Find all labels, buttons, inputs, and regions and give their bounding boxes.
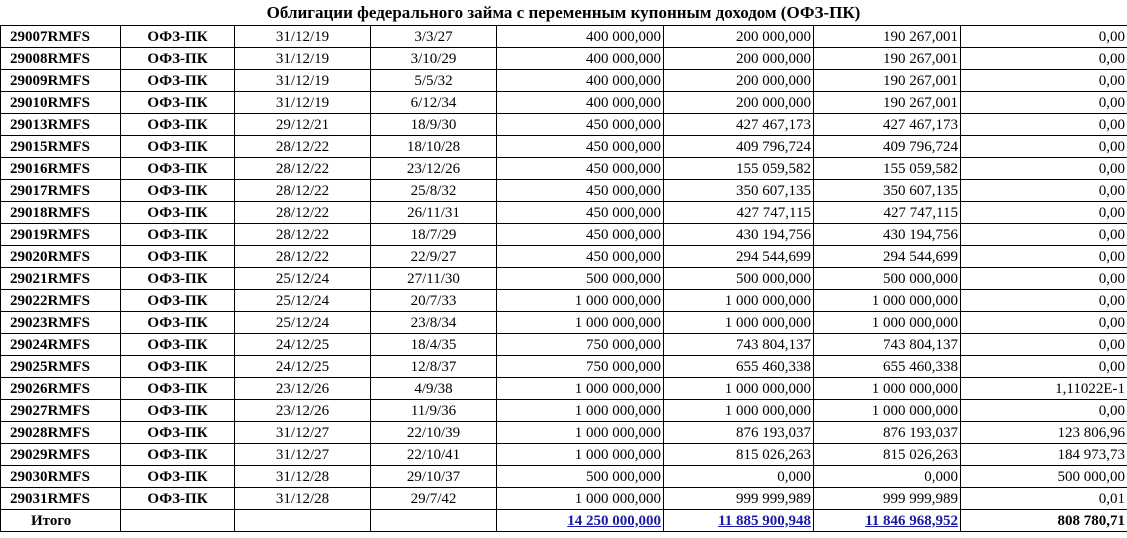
amount-c4: 0,00	[961, 70, 1127, 92]
bond-type: ОФЗ-ПК	[121, 48, 235, 70]
total-empty-cell	[371, 510, 497, 532]
issue-date: 24/12/25	[235, 334, 371, 356]
amount-c4: 500 000,00	[961, 466, 1127, 488]
bond-type: ОФЗ-ПК	[121, 114, 235, 136]
amount-c2: 200 000,000	[664, 26, 814, 48]
amount-c2: 1 000 000,000	[664, 378, 814, 400]
bond-code: 29009RMFS	[1, 70, 121, 92]
table-row	[1, 70, 1127, 92]
amount-c1: 1 000 000,000	[497, 444, 664, 466]
bond-type: ОФЗ-ПК	[121, 70, 235, 92]
table-row	[1, 136, 1127, 158]
table-row	[1, 202, 1127, 224]
amount-c3: 1 000 000,000	[814, 378, 961, 400]
table-row	[1, 312, 1127, 334]
amount-c3: 0,000	[814, 466, 961, 488]
table-row	[1, 290, 1127, 312]
amount-c1: 1 000 000,000	[497, 488, 664, 510]
total-cell-c3	[814, 510, 961, 532]
amount-c1: 1 000 000,000	[497, 290, 664, 312]
amount-c2: 1 000 000,000	[664, 400, 814, 422]
total-empty-cell	[235, 510, 371, 532]
amount-c3: 409 796,724	[814, 136, 961, 158]
maturity-date: 18/10/28	[371, 136, 497, 158]
amount-c2: 876 193,037	[664, 422, 814, 444]
bond-code: 29016RMFS	[1, 158, 121, 180]
maturity-date: 3/3/27	[371, 26, 497, 48]
amount-c3: 1 000 000,000	[814, 312, 961, 334]
amount-c3: 999 999,989	[814, 488, 961, 510]
issue-date: 31/12/28	[235, 488, 371, 510]
amount-c2: 815 026,263	[664, 444, 814, 466]
total-empty-cell	[121, 510, 235, 532]
amount-c1: 750 000,000	[497, 356, 664, 378]
amount-c1: 1 000 000,000	[497, 378, 664, 400]
table-row	[1, 356, 1127, 378]
issue-date: 31/12/28	[235, 466, 371, 488]
amount-c1: 450 000,000	[497, 136, 664, 158]
amount-c4: 0,00	[961, 92, 1127, 114]
amount-c1: 500 000,000	[497, 268, 664, 290]
bond-code: 29013RMFS	[1, 114, 121, 136]
bond-type: ОФЗ-ПК	[121, 246, 235, 268]
amount-c1: 500 000,000	[497, 466, 664, 488]
maturity-date: 11/9/36	[371, 400, 497, 422]
amount-c4: 0,00	[961, 356, 1127, 378]
bond-code: 29029RMFS	[1, 444, 121, 466]
maturity-date: 27/11/30	[371, 268, 497, 290]
issue-date: 25/12/24	[235, 290, 371, 312]
bond-code: 29007RMFS	[1, 26, 121, 48]
bond-type: ОФЗ-ПК	[121, 268, 235, 290]
amount-c2: 409 796,724	[664, 136, 814, 158]
issue-date: 28/12/22	[235, 202, 371, 224]
bond-type: ОФЗ-ПК	[121, 356, 235, 378]
amount-c2: 0,000	[664, 466, 814, 488]
amount-c3: 427 467,173	[814, 114, 961, 136]
table-row	[1, 334, 1127, 356]
amount-c4: 0,00	[961, 312, 1127, 334]
bond-code: 29021RMFS	[1, 268, 121, 290]
table-row	[1, 114, 1127, 136]
amount-c1: 450 000,000	[497, 224, 664, 246]
amount-c4: 0,00	[961, 180, 1127, 202]
amount-c1: 450 000,000	[497, 158, 664, 180]
bond-code: 29025RMFS	[1, 356, 121, 378]
table-row	[1, 488, 1127, 510]
bond-code: 29026RMFS	[1, 378, 121, 400]
issue-date: 25/12/24	[235, 312, 371, 334]
table-body	[1, 26, 1127, 510]
amount-c3: 190 267,001	[814, 70, 961, 92]
bond-code: 29024RMFS	[1, 334, 121, 356]
issue-date: 31/12/19	[235, 70, 371, 92]
bond-type: ОФЗ-ПК	[121, 180, 235, 202]
bond-code: 29008RMFS	[1, 48, 121, 70]
amount-c3: 815 026,263	[814, 444, 961, 466]
amount-c2: 427 467,173	[664, 114, 814, 136]
table-row	[1, 48, 1127, 70]
bond-type: ОФЗ-ПК	[121, 290, 235, 312]
issue-date: 28/12/22	[235, 246, 371, 268]
maturity-date: 18/4/35	[371, 334, 497, 356]
bond-type: ОФЗ-ПК	[121, 312, 235, 334]
amount-c3: 190 267,001	[814, 92, 961, 114]
amount-c4: 123 806,96	[961, 422, 1127, 444]
bond-type: ОФЗ-ПК	[121, 92, 235, 114]
maturity-date: 23/12/26	[371, 158, 497, 180]
maturity-date: 6/12/34	[371, 92, 497, 114]
total-c2-link[interactable]: 11 885 900,948	[718, 512, 811, 529]
bond-type: ОФЗ-ПК	[121, 378, 235, 400]
table-row	[1, 224, 1127, 246]
amount-c3: 876 193,037	[814, 422, 961, 444]
amount-c3: 190 267,001	[814, 48, 961, 70]
bond-code: 29023RMFS	[1, 312, 121, 334]
amount-c1: 450 000,000	[497, 114, 664, 136]
amount-c2: 294 544,699	[664, 246, 814, 268]
amount-c1: 450 000,000	[497, 246, 664, 268]
bond-type: ОФЗ-ПК	[121, 224, 235, 246]
amount-c4: 0,00	[961, 400, 1127, 422]
bond-type: ОФЗ-ПК	[121, 400, 235, 422]
amount-c3: 1 000 000,000	[814, 290, 961, 312]
amount-c1: 450 000,000	[497, 180, 664, 202]
maturity-date: 3/10/29	[371, 48, 497, 70]
table-row	[1, 444, 1127, 466]
table-row	[1, 378, 1127, 400]
amount-c4: 0,01	[961, 488, 1127, 510]
amount-c3: 190 267,001	[814, 26, 961, 48]
amount-c3: 500 000,000	[814, 268, 961, 290]
maturity-date: 12/8/37	[371, 356, 497, 378]
maturity-date: 22/10/39	[371, 422, 497, 444]
bond-type: ОФЗ-ПК	[121, 158, 235, 180]
issue-date: 24/12/25	[235, 356, 371, 378]
amount-c1: 1 000 000,000	[497, 400, 664, 422]
issue-date: 23/12/26	[235, 400, 371, 422]
amount-c4: 0,00	[961, 202, 1127, 224]
amount-c3: 350 607,135	[814, 180, 961, 202]
amount-c2: 200 000,000	[664, 92, 814, 114]
maturity-date: 4/9/38	[371, 378, 497, 400]
amount-c4: 0,00	[961, 48, 1127, 70]
amount-c4: 0,00	[961, 158, 1127, 180]
amount-c1: 1 000 000,000	[497, 312, 664, 334]
bonds-table	[0, 25, 1127, 532]
amount-c1: 400 000,000	[497, 92, 664, 114]
amount-c4: 0,00	[961, 136, 1127, 158]
bond-code: 29010RMFS	[1, 92, 121, 114]
issue-date: 31/12/19	[235, 92, 371, 114]
maturity-date: 22/9/27	[371, 246, 497, 268]
amount-c1: 400 000,000	[497, 26, 664, 48]
bond-code: 29015RMFS	[1, 136, 121, 158]
total-c1-link[interactable]: 14 250 000,000	[567, 512, 661, 529]
amount-c4: 0,00	[961, 246, 1127, 268]
bond-code: 29030RMFS	[1, 466, 121, 488]
issue-date: 31/12/27	[235, 444, 371, 466]
bond-code: 29031RMFS	[1, 488, 121, 510]
amount-c3: 655 460,338	[814, 356, 961, 378]
issue-date: 31/12/19	[235, 26, 371, 48]
amount-c3: 1 000 000,000	[814, 400, 961, 422]
table-row	[1, 26, 1127, 48]
issue-date: 28/12/22	[235, 136, 371, 158]
table-row	[1, 400, 1127, 422]
amount-c2: 655 460,338	[664, 356, 814, 378]
amount-c3: 294 544,699	[814, 246, 961, 268]
table-row	[1, 422, 1127, 444]
amount-c4: 184 973,73	[961, 444, 1127, 466]
issue-date: 28/12/22	[235, 158, 371, 180]
bond-code: 29019RMFS	[1, 224, 121, 246]
issue-date: 31/12/27	[235, 422, 371, 444]
total-c4: 808 780,71	[961, 510, 1127, 532]
bond-type: ОФЗ-ПК	[121, 466, 235, 488]
bond-type: ОФЗ-ПК	[121, 334, 235, 356]
bond-code: 29022RMFS	[1, 290, 121, 312]
maturity-date: 23/8/34	[371, 312, 497, 334]
amount-c2: 999 999,989	[664, 488, 814, 510]
amount-c1: 400 000,000	[497, 70, 664, 92]
amount-c3: 430 194,756	[814, 224, 961, 246]
table-row	[1, 158, 1127, 180]
amount-c2: 430 194,756	[664, 224, 814, 246]
amount-c4: 0,00	[961, 224, 1127, 246]
amount-c4: 0,00	[961, 26, 1127, 48]
amount-c3: 427 747,115	[814, 202, 961, 224]
amount-c1: 450 000,000	[497, 202, 664, 224]
bond-code: 29020RMFS	[1, 246, 121, 268]
bond-type: ОФЗ-ПК	[121, 488, 235, 510]
maturity-date: 25/8/32	[371, 180, 497, 202]
amount-c2: 155 059,582	[664, 158, 814, 180]
bond-code: 29027RMFS	[1, 400, 121, 422]
issue-date: 28/12/22	[235, 180, 371, 202]
amount-c2: 350 607,135	[664, 180, 814, 202]
amount-c4: 0,00	[961, 268, 1127, 290]
table-row	[1, 246, 1127, 268]
maturity-date: 22/10/41	[371, 444, 497, 466]
maturity-date: 29/10/37	[371, 466, 497, 488]
bond-type: ОФЗ-ПК	[121, 422, 235, 444]
bond-code: 29017RMFS	[1, 180, 121, 202]
table-row	[1, 466, 1127, 488]
amount-c2: 200 000,000	[664, 48, 814, 70]
amount-c2: 200 000,000	[664, 70, 814, 92]
amount-c4: 0,00	[961, 290, 1127, 312]
amount-c1: 1 000 000,000	[497, 422, 664, 444]
issue-date: 29/12/21	[235, 114, 371, 136]
table-row	[1, 268, 1127, 290]
amount-c1: 750 000,000	[497, 334, 664, 356]
issue-date: 31/12/19	[235, 48, 371, 70]
maturity-date: 18/9/30	[371, 114, 497, 136]
total-cell-c1	[497, 510, 664, 532]
bond-type: ОФЗ-ПК	[121, 202, 235, 224]
amount-c2: 500 000,000	[664, 268, 814, 290]
table-title: Облигации федерального займа с переменным купонным доходом (ОФЗ-ПК)	[266, 3, 861, 22]
table-row	[1, 92, 1127, 114]
amount-c2: 1 000 000,000	[664, 290, 814, 312]
maturity-date: 26/11/31	[371, 202, 497, 224]
bond-type: ОФЗ-ПК	[121, 136, 235, 158]
issue-date: 23/12/26	[235, 378, 371, 400]
table-row	[1, 180, 1127, 202]
total-c3-link[interactable]: 11 846 968,952	[865, 512, 958, 529]
amount-c2: 743 804,137	[664, 334, 814, 356]
amount-c1: 400 000,000	[497, 48, 664, 70]
amount-c3: 743 804,137	[814, 334, 961, 356]
bond-type: ОФЗ-ПК	[121, 26, 235, 48]
maturity-date: 5/5/32	[371, 70, 497, 92]
amount-c4: 0,00	[961, 114, 1127, 136]
amount-c2: 1 000 000,000	[664, 312, 814, 334]
total-cell-c2	[664, 510, 814, 532]
amount-c4: 0,00	[961, 334, 1127, 356]
bond-type: ОФЗ-ПК	[121, 444, 235, 466]
amount-c2: 427 747,115	[664, 202, 814, 224]
total-label: Итого	[1, 510, 121, 532]
maturity-date: 20/7/33	[371, 290, 497, 312]
maturity-date: 29/7/42	[371, 488, 497, 510]
bond-code: 29018RMFS	[1, 202, 121, 224]
issue-date: 28/12/22	[235, 224, 371, 246]
total-row	[1, 510, 1127, 532]
amount-c4: 1,11022E-1	[961, 378, 1127, 400]
issue-date: 25/12/24	[235, 268, 371, 290]
bond-code: 29028RMFS	[1, 422, 121, 444]
maturity-date: 18/7/29	[371, 224, 497, 246]
amount-c3: 155 059,582	[814, 158, 961, 180]
